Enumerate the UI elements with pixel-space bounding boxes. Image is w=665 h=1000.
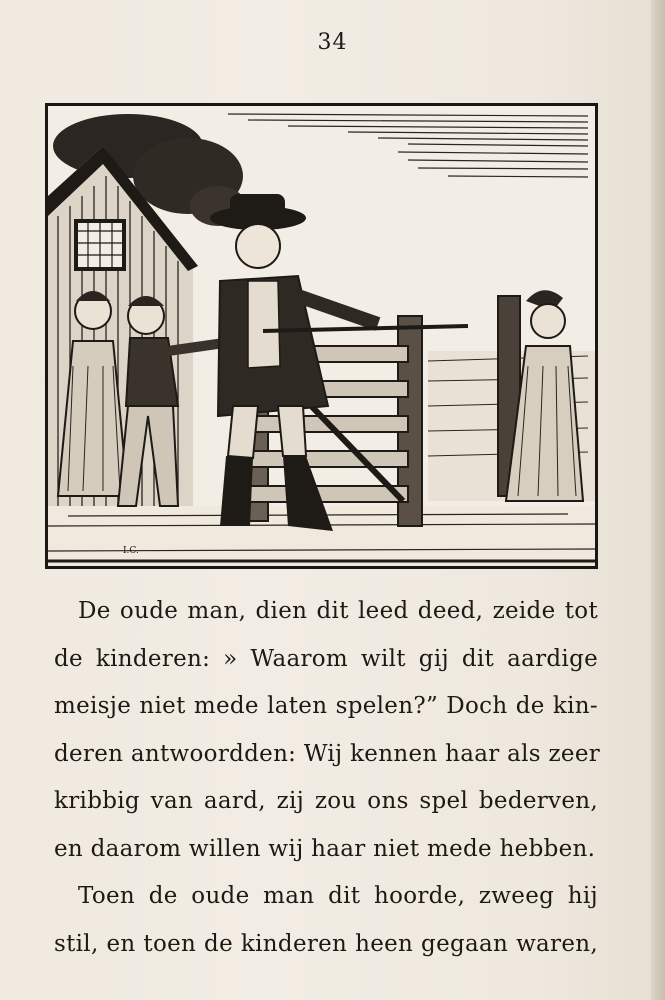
paragraph-1-line-5: kribbig van aard, zij zou ons spel bederven,	[54, 788, 598, 814]
body-text	[54, 588, 601, 968]
paragraph-1-line-3: meisje niet mede laten spelen?” Doch de kin-	[54, 693, 598, 719]
paragraph-2-line-2: stil, en toen de kinderen heen gegaan waren,	[54, 930, 598, 957]
paragraph-1-line-2: de kinderen: » Waarom wilt gij dit aardige	[54, 645, 598, 672]
paragraph-1-line-4: deren antwoordden: Wij kennen haar als zeer	[54, 740, 601, 767]
page-edge	[651, 0, 665, 1000]
paragraph-1-line-1: De oude man, dien dit leed deed, zeide tot	[78, 598, 598, 624]
paragraph-2-line-1: Toen de oude man dit hoorde, zweeg hij	[78, 883, 598, 909]
page-number: 34	[317, 30, 348, 55]
woodcut-scene	[48, 106, 595, 566]
artist-signature: I.C.	[123, 546, 139, 556]
paragraph-1-line-6: en daarom willen wij haar niet mede hebben.	[54, 835, 596, 862]
woodcut-illustration	[45, 103, 598, 569]
